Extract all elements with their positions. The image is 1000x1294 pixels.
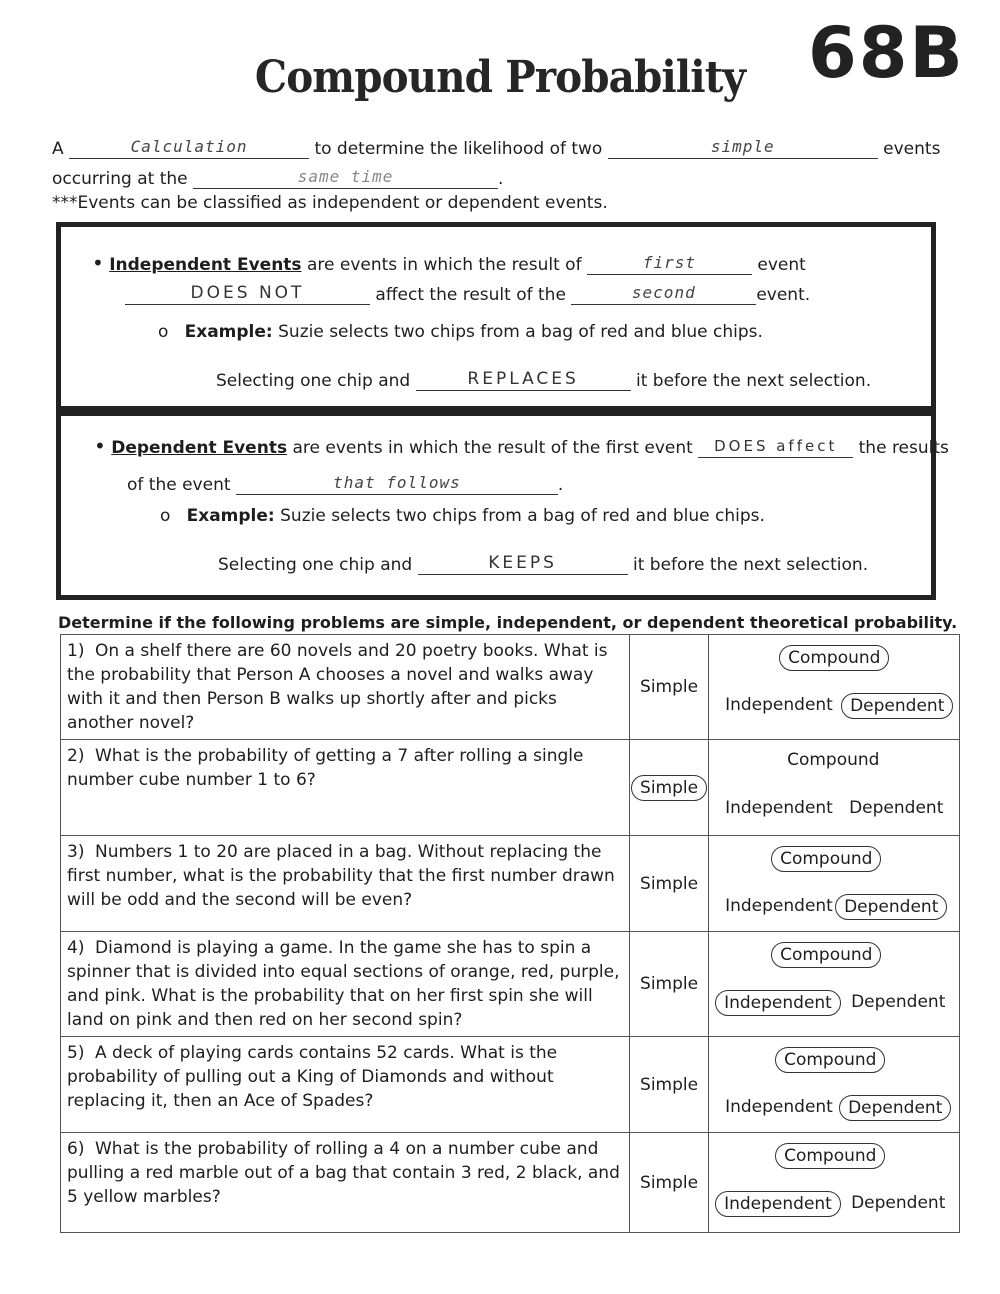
option-compound[interactable]: Compound: [771, 942, 881, 968]
compound-cell: [709, 932, 960, 1037]
compound-cell: [709, 1037, 960, 1133]
blank-simple: simple: [608, 138, 878, 159]
simple-cell: [630, 1133, 709, 1233]
problems-table: [60, 634, 960, 1233]
option-compound[interactable]: Compound: [771, 846, 881, 872]
independent-example-label: Example:: [184, 322, 273, 342]
option-dependent[interactable]: Dependent: [841, 693, 953, 719]
problem-number: 5): [67, 1043, 85, 1063]
simple-cell: [630, 836, 709, 932]
problem-number: 1): [67, 641, 85, 661]
worksheet-code: 68B: [808, 12, 965, 94]
dependent-select: [218, 554, 868, 575]
option-independent[interactable]: Independent: [725, 798, 833, 818]
problem-text: What is the probability of rolling a 4 on a number cube and pulling a red marble out of a bag that contain 3 red, 2 black, and 5 yellow marbles?: [67, 1139, 620, 1207]
dependent-line-1: [94, 434, 949, 458]
problem-text: Numbers 1 to 20 are placed in a bag. Without replacing the first number, what is the probability that the first number drawn will be odd and the second will be even?: [67, 842, 615, 910]
problem-text: A deck of playing cards contains 52 cards. What is the probability of pulling out a King of Diamonds and without replacing it, then an Ace of Spades?: [67, 1043, 558, 1111]
bullet-icon: •: [94, 434, 106, 458]
page-title: Compound Probability: [254, 52, 746, 103]
problem-question: [61, 1133, 630, 1233]
definition-note: ***Events can be classified as independent or dependent events.: [52, 193, 608, 213]
simple-cell: [630, 1037, 709, 1133]
dependent-example-label: Example:: [186, 506, 275, 526]
problem-number: 2): [67, 746, 85, 766]
option-dependent[interactable]: Dependent: [849, 798, 944, 818]
table-row: [61, 740, 960, 836]
circle-bullet-icon: o: [160, 506, 171, 526]
blank-that-follows: that follows: [236, 474, 558, 495]
definition-line2-suffix: .: [498, 169, 504, 189]
simple-cell: [630, 635, 709, 740]
option-simple[interactable]: Simple: [631, 775, 707, 801]
option-simple[interactable]: Simple: [640, 974, 699, 994]
option-independent[interactable]: Independent: [725, 896, 833, 916]
compound-cell: [709, 635, 960, 740]
option-independent[interactable]: Independent: [715, 990, 841, 1016]
blank-does-affect: DOES affect: [698, 437, 853, 458]
problem-question: [61, 740, 630, 836]
option-dependent[interactable]: Dependent: [851, 992, 946, 1012]
dependent-text3: of the event: [127, 475, 231, 495]
blank-same-time: same time: [193, 168, 498, 189]
independent-text1: are events in which the result of: [306, 255, 582, 275]
dependent-example: [160, 506, 765, 526]
problem-text: What is the probability of getting a 7 after rolling a single number cube number 1 to 6?: [67, 746, 584, 790]
problem-question: [61, 932, 630, 1037]
dependent-example-text: Suzie selects two chips from a bag of red and blue chips.: [280, 506, 765, 526]
compound-cell: [709, 836, 960, 932]
definition-prefix: A: [52, 139, 64, 159]
option-simple[interactable]: Simple: [640, 1074, 699, 1095]
table-row: [61, 836, 960, 932]
option-independent[interactable]: Independent: [725, 1097, 833, 1117]
option-simple[interactable]: Simple: [640, 677, 699, 697]
table-row: [61, 1037, 960, 1133]
table-row: [61, 635, 960, 740]
blank-first: first: [587, 254, 752, 275]
bullet-icon: •: [92, 251, 104, 275]
independent-text2: event: [757, 255, 806, 275]
option-independent[interactable]: Independent: [715, 1191, 841, 1217]
option-independent[interactable]: Independent: [725, 695, 833, 715]
dependent-text4: .: [557, 475, 564, 495]
independent-select: [216, 370, 871, 391]
simple-cell: [630, 740, 709, 836]
independent-line-2: [125, 284, 810, 305]
option-dependent[interactable]: Dependent: [835, 894, 947, 920]
definition-line-2: [52, 168, 503, 189]
independent-select-prefix: Selecting one chip and: [216, 371, 411, 391]
option-compound[interactable]: Compound: [779, 645, 889, 671]
definition-middle: to determine the likelihood of two: [314, 139, 603, 159]
definition-line2-prefix: occurring at the: [52, 169, 188, 189]
dependent-term: Dependent Events: [111, 438, 288, 458]
definition-suffix: events: [883, 139, 941, 159]
compound-cell: [709, 1133, 960, 1233]
problem-number: 4): [67, 938, 85, 958]
option-dependent[interactable]: Dependent: [851, 1193, 946, 1213]
table-row: [61, 1133, 960, 1233]
dependent-text2: the results: [858, 438, 949, 458]
dependent-select-prefix: Selecting one chip and: [218, 555, 413, 575]
dependent-text1: are events in which the result of the first event: [292, 438, 693, 458]
problem-question: [61, 635, 630, 740]
definition-line-1: [52, 138, 940, 159]
instructions: Determine if the following problems are simple, independent, or dependent theoretical probability.: [58, 613, 958, 632]
option-compound[interactable]: Compound: [775, 1047, 885, 1073]
independent-text4: event.: [756, 285, 811, 305]
table-row: [61, 932, 960, 1037]
blank-keeps: KEEPS: [418, 554, 628, 575]
blank-does-not: DOES NOT: [125, 284, 370, 305]
option-simple[interactable]: Simple: [640, 873, 699, 894]
independent-example: [158, 322, 763, 342]
option-simple[interactable]: Simple: [640, 1172, 699, 1193]
circle-bullet-icon: o: [158, 322, 169, 342]
problem-question: [61, 1037, 630, 1133]
independent-line-1: [92, 251, 806, 275]
independent-example-text: Suzie selects two chips from a bag of red and blue chips.: [278, 322, 763, 342]
blank-calculation: Calculation: [69, 138, 309, 159]
problem-number: 6): [67, 1139, 85, 1159]
independent-term: Independent Events: [109, 255, 302, 275]
problem-number: 3): [67, 842, 85, 862]
option-compound[interactable]: Compound: [775, 1143, 885, 1169]
independent-select-suffix: it before the next selection.: [636, 371, 872, 391]
dependent-select-suffix: it before the next selection.: [633, 555, 869, 575]
simple-cell: [630, 932, 709, 1037]
problem-text: Diamond is playing a game. In the game she has to spin a spinner that is divided into equal sections of orange, red, purple, and pink. What is the probability that on her first spin she will land on pink and then red on her second spin?: [67, 938, 620, 1030]
blank-second: second: [571, 284, 756, 305]
dependent-line-2: [127, 474, 563, 495]
option-dependent[interactable]: Dependent: [839, 1095, 951, 1121]
compound-cell: [709, 740, 960, 836]
problem-text: On a shelf there are 60 novels and 20 poetry books. What is the probability that Person A chooses a novel and walks away with it and then Person B walks up shortly after and picks another novel?: [67, 641, 608, 733]
independent-text3: affect the result of the: [375, 285, 566, 305]
blank-replaces: REPLACES: [416, 370, 631, 391]
option-compound[interactable]: Compound: [787, 750, 880, 770]
problem-question: [61, 836, 630, 932]
